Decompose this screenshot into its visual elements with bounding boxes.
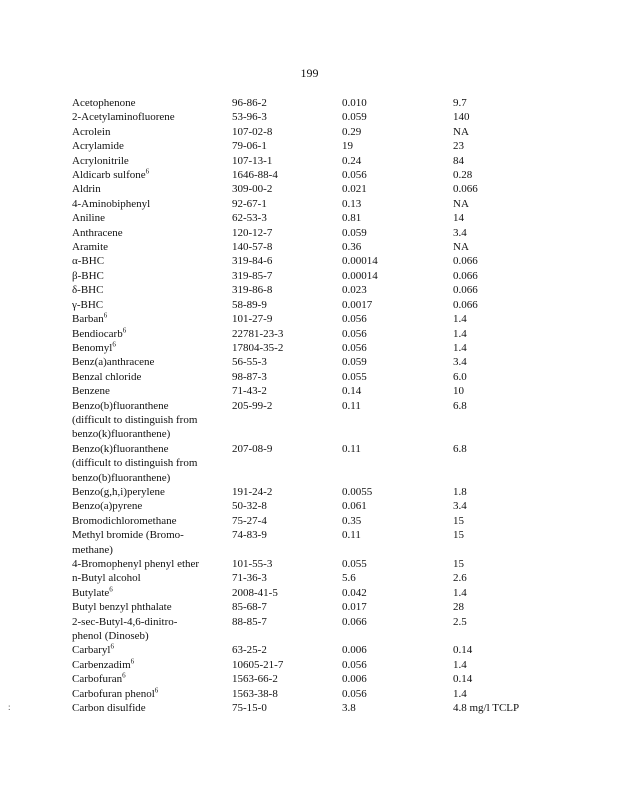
chemical-name — [72, 571, 232, 585]
chemical-name — [72, 672, 232, 686]
cas-number: 309-00-2 — [232, 183, 273, 196]
table-row — [72, 442, 563, 485]
margin-mark: : — [8, 702, 11, 712]
wastewater-standard: 0.055 — [342, 370, 367, 383]
chemical-name — [72, 125, 232, 139]
nonwastewater-standard: 6.0 — [453, 370, 467, 383]
cas-number: 10605-21-7 — [232, 658, 284, 671]
cas-number: 22781-23-3 — [232, 327, 284, 340]
table-row — [72, 514, 563, 528]
cas-number: 107-02-8 — [232, 125, 273, 138]
nonwastewater-standard: 0.28 — [453, 169, 473, 182]
chemical-name-text: α-BHC — [72, 255, 105, 268]
table-row — [72, 586, 563, 600]
chemical-name-text: Benz(a)anthracene — [72, 356, 155, 369]
cas-number: 71-36-3 — [232, 572, 267, 585]
cas-number: 101-55-3 — [232, 558, 273, 570]
chemical-name — [72, 283, 232, 297]
nonwastewater-standard: 2.5 — [453, 615, 467, 628]
chemical-name — [72, 312, 232, 326]
nonwastewater-standard: 4.8 mg/l TCLP — [453, 702, 520, 715]
cas-number: 205-99-2 — [232, 399, 273, 412]
nonwastewater-standard: 14 — [453, 212, 464, 225]
chemical-name — [72, 442, 232, 485]
chemical-name — [72, 139, 232, 153]
nonwastewater-standard: 1.4 — [453, 341, 467, 354]
chemical-name — [72, 240, 232, 254]
footnote-marker: 6 — [154, 686, 159, 694]
wastewater-standard: 0.021 — [342, 183, 367, 196]
chemical-name — [72, 615, 232, 644]
chemical-name — [72, 254, 232, 268]
wastewater-standard: 0.059 — [342, 111, 367, 124]
table-row — [72, 240, 563, 254]
cas-number: 75-15-0 — [232, 702, 267, 715]
wastewater-standard: 0.36 — [342, 241, 362, 254]
wastewater-standard: 0.042 — [342, 586, 367, 599]
chemical-name-text: 2-sec-Butyl-4,6-dinitro- phenol (Dinoseb) — [72, 615, 178, 643]
footnote-marker: 6 — [109, 585, 113, 594]
footnote-marker: 6 — [130, 657, 135, 666]
cas-number: 96-86-2 — [232, 97, 267, 109]
cas-number: 107-13-1 — [232, 154, 273, 167]
chemical-name-text: Methyl bromide (Bromo- methane) — [72, 529, 184, 556]
cas-number: 92-67-1 — [232, 197, 267, 210]
table-row — [72, 211, 563, 225]
nonwastewater-standard: 3.4 — [453, 226, 467, 239]
wastewater-standard: 0.059 — [342, 356, 367, 369]
footnote-marker: 6 — [122, 671, 126, 680]
chemical-name-text: Aldrin — [72, 183, 101, 196]
chemical-name — [72, 96, 232, 110]
wastewater-standard: 0.00014 — [342, 255, 378, 268]
footnote-marker: 6 — [110, 642, 114, 651]
nonwastewater-standard: 15 — [453, 514, 464, 527]
chemical-name — [72, 355, 232, 369]
chemical-name-text: Benzo(k)fluoranthene (difficult to distinguish from benzo(b)fluoranthene) — [72, 442, 198, 484]
nonwastewater-standard: 1.4 — [453, 658, 467, 671]
chemical-name-text: Acrolein — [72, 125, 111, 138]
table-row — [72, 399, 563, 442]
nonwastewater-standard: 1.4 — [453, 313, 467, 326]
chemical-name — [72, 182, 232, 196]
cas-number: 207-08-9 — [232, 442, 273, 455]
wastewater-standard: 0.059 — [342, 226, 367, 239]
chemical-name-text: β-BHC — [72, 269, 104, 282]
chemical-name-text: Anthracene — [72, 226, 123, 239]
nonwastewater-standard: NA — [453, 197, 469, 210]
wastewater-standard: 19 — [342, 140, 353, 153]
chemical-name — [72, 514, 232, 528]
wastewater-standard: 0.00014 — [342, 269, 378, 282]
nonwastewater-standard: 0.066 — [453, 284, 478, 297]
nonwastewater-standard: 3.4 — [453, 356, 467, 369]
table-row — [72, 384, 563, 398]
cas-number: 319-85-7 — [232, 269, 273, 282]
chemical-name-text: Carbon disulfide — [72, 702, 146, 715]
wastewater-standard: 0.055 — [342, 558, 367, 570]
cas-number: 120-12-7 — [232, 226, 273, 239]
cas-number: 85-68-7 — [232, 601, 267, 614]
table-row — [72, 283, 563, 297]
wastewater-standard: 0.14 — [342, 385, 362, 398]
chemical-name — [72, 485, 232, 499]
table-row — [72, 643, 563, 657]
nonwastewater-standard: 1.4 — [453, 586, 467, 599]
cas-number: 319-86-8 — [232, 284, 273, 297]
chemical-name-text: Aniline — [72, 212, 105, 225]
table-row — [72, 182, 563, 196]
wastewater-standard: 0.006 — [342, 644, 367, 657]
cas-number: 50-32-8 — [232, 500, 267, 513]
nonwastewater-standard: NA — [453, 125, 469, 138]
chemical-name-text: Butyl benzyl phthalate — [72, 601, 172, 614]
chemical-name — [72, 643, 232, 657]
table-row — [72, 615, 563, 644]
cas-number: 1563-66-2 — [232, 673, 278, 686]
chemical-name — [72, 701, 232, 715]
chemical-name-text: Benzo(b)fluoranthene (difficult to distinguish from benzo(k)fluoranthene) — [72, 399, 198, 441]
cas-number: 63-25-2 — [232, 644, 267, 657]
table-row — [72, 672, 563, 686]
wastewater-standard: 0.11 — [342, 399, 361, 412]
table-row — [72, 528, 563, 557]
footnote-marker: 6 — [122, 325, 127, 334]
table-row — [72, 485, 563, 499]
nonwastewater-standard: 1.4 — [453, 687, 467, 700]
table-row — [72, 96, 563, 110]
wastewater-standard: 0.056 — [342, 687, 367, 700]
chemical-name — [72, 168, 232, 182]
table-row — [72, 254, 563, 268]
wastewater-standard: 0.017 — [342, 601, 367, 614]
table-row — [72, 687, 563, 701]
table-row — [72, 226, 563, 240]
cas-number: 2008-41-5 — [232, 586, 278, 599]
chemical-table — [72, 96, 563, 715]
footnote-marker: 6 — [112, 340, 116, 349]
wastewater-standard: 0.006 — [342, 673, 367, 686]
wastewater-standard: 3.8 — [342, 702, 356, 715]
cas-number: 62-53-3 — [232, 212, 267, 225]
table-row — [72, 197, 563, 211]
nonwastewater-standard: 0.14 — [453, 644, 473, 657]
chemical-name-text: Benomyl — [72, 341, 113, 354]
chemical-name — [72, 211, 232, 225]
table-row — [72, 370, 563, 384]
table-row — [72, 298, 563, 312]
wastewater-standard: 0.11 — [342, 529, 361, 542]
nonwastewater-standard: 3.4 — [453, 500, 467, 513]
cas-number: 75-27-4 — [232, 514, 267, 527]
chemical-name — [72, 528, 232, 557]
cas-number: 17804-35-2 — [232, 341, 284, 354]
wastewater-standard: 0.023 — [342, 284, 367, 297]
wastewater-standard: 0.29 — [342, 125, 362, 138]
nonwastewater-standard: 6.8 — [453, 399, 467, 412]
chemical-name-text: 2-Acetylaminofluorene — [72, 111, 175, 124]
chemical-name-text: Aramite — [72, 241, 109, 254]
chemical-name-text: Butylate — [72, 586, 110, 599]
cas-number: 74-83-9 — [232, 529, 267, 542]
table-row — [72, 139, 563, 153]
chemical-name-text: 4-Aminobiphenyl — [72, 197, 151, 210]
nonwastewater-standard: 23 — [453, 140, 464, 153]
cas-number: 1563-38-8 — [232, 687, 278, 700]
wastewater-standard: 0.066 — [342, 615, 367, 628]
chemical-name-text: 4-Bromophenyl phenyl ether — [72, 558, 200, 570]
wastewater-standard: 0.11 — [342, 442, 361, 455]
chemical-name-text: Carbenzadim — [72, 658, 131, 671]
chemical-name — [72, 586, 232, 600]
table-row — [72, 341, 563, 355]
wastewater-standard: 5.6 — [342, 572, 356, 585]
table-row — [72, 110, 563, 124]
chemical-name — [72, 226, 232, 240]
nonwastewater-standard: 15 — [453, 529, 464, 542]
nonwastewater-standard: 6.8 — [453, 442, 467, 455]
cas-number: 191-24-2 — [232, 485, 273, 498]
wastewater-standard: 0.010 — [342, 97, 367, 109]
chemical-name-text: Carbofuran phenol — [72, 687, 155, 700]
table-row — [72, 600, 563, 614]
table-row — [72, 125, 563, 139]
table-row — [72, 557, 563, 571]
chemical-name — [72, 110, 232, 124]
table-row — [72, 658, 563, 672]
nonwastewater-standard: 2.6 — [453, 572, 467, 585]
wastewater-standard: 0.0055 — [342, 485, 373, 498]
chemical-name-text: Acetophenone — [72, 97, 136, 109]
table-row — [72, 701, 563, 715]
nonwastewater-standard: 140 — [453, 111, 470, 124]
chemical-name-text: Benzo(g,h,i)perylene — [72, 485, 165, 498]
wastewater-standard: 0.061 — [342, 500, 367, 513]
chemical-name-text: Carbofuran — [72, 673, 123, 686]
wastewater-standard: 0.81 — [342, 212, 362, 225]
chemical-name-text: Bendiocarb — [72, 327, 123, 340]
chemical-name — [72, 298, 232, 312]
chemical-name-text: Benzo(a)pyrene — [72, 500, 143, 513]
cas-number: 88-85-7 — [232, 615, 267, 628]
table-row — [72, 327, 563, 341]
nonwastewater-standard: 0.066 — [453, 183, 478, 196]
chemical-name — [72, 499, 232, 513]
chemical-name — [72, 197, 232, 211]
chemical-name — [72, 154, 232, 168]
nonwastewater-standard: NA — [453, 241, 469, 254]
chemical-name — [72, 557, 232, 571]
wastewater-standard: 0.056 — [342, 169, 367, 182]
cas-number: 71-43-2 — [232, 385, 267, 398]
chemical-name — [72, 341, 232, 355]
table-row — [72, 168, 563, 182]
cas-number: 58-89-9 — [232, 298, 267, 311]
wastewater-standard: 0.056 — [342, 341, 367, 354]
chemical-name-text: δ-BHC — [72, 284, 104, 297]
cas-number: 101-27-9 — [232, 313, 273, 326]
wastewater-standard: 0.35 — [342, 514, 362, 527]
chemical-name-text: Benzal chloride — [72, 370, 142, 383]
wastewater-standard: 0.056 — [342, 313, 367, 326]
wastewater-standard: 0.056 — [342, 658, 367, 671]
nonwastewater-standard: 0.066 — [453, 255, 478, 268]
table-row — [72, 312, 563, 326]
wastewater-standard: 0.13 — [342, 197, 362, 210]
table-row — [72, 571, 563, 585]
chemical-name-text: Acrylonitrile — [72, 154, 129, 167]
nonwastewater-standard: 84 — [453, 154, 464, 167]
chemical-name-text: γ-BHC — [72, 298, 104, 311]
nonwastewater-standard: 15 — [453, 558, 464, 570]
wastewater-standard: 0.056 — [342, 327, 367, 340]
cas-number: 140-57-8 — [232, 241, 273, 254]
table-row — [72, 355, 563, 369]
cas-number: 56-55-3 — [232, 356, 267, 369]
nonwastewater-standard: 1.4 — [453, 327, 467, 340]
cas-number: 98-87-3 — [232, 370, 267, 383]
wastewater-standard: 0.0017 — [342, 298, 373, 311]
nonwastewater-standard: 10 — [453, 385, 464, 398]
chemical-name-text: Aldicarb sulfone — [72, 169, 146, 182]
chemical-name — [72, 399, 232, 442]
footnote-marker: 6 — [145, 167, 150, 176]
wastewater-standard: 0.24 — [342, 154, 362, 167]
footnote-marker: 6 — [103, 311, 108, 320]
chemical-name-text: Bromodichloromethane — [72, 514, 177, 527]
chemical-name — [72, 269, 232, 283]
nonwastewater-standard: 1.8 — [453, 485, 467, 498]
table-row — [72, 269, 563, 283]
cas-number: 79-06-1 — [232, 140, 267, 153]
nonwastewater-standard: 0.14 — [453, 673, 473, 686]
chemical-name — [72, 327, 232, 341]
table-row — [72, 154, 563, 168]
chemical-name-text: n-Butyl alcohol — [72, 572, 141, 585]
cas-number: 1646-88-4 — [232, 169, 278, 182]
table-row — [72, 499, 563, 513]
cas-number: 319-84-6 — [232, 255, 273, 268]
chemical-name-text: Carbaryl — [72, 644, 111, 657]
nonwastewater-standard: 0.066 — [453, 298, 478, 311]
chemical-name-text: Barban — [72, 313, 104, 326]
chemical-name-text: Benzene — [72, 385, 110, 398]
chemical-name — [72, 600, 232, 614]
chemical-name — [72, 370, 232, 384]
page-number: 199 — [300, 66, 319, 80]
chemical-name-text: Acrylamide — [72, 140, 124, 153]
chemical-name — [72, 687, 232, 701]
nonwastewater-standard: 9.7 — [453, 97, 467, 109]
cas-number: 53-96-3 — [232, 111, 267, 124]
nonwastewater-standard: 0.066 — [453, 269, 478, 282]
nonwastewater-standard: 28 — [453, 601, 464, 614]
chemical-name — [72, 384, 232, 398]
chemical-name — [72, 658, 232, 672]
